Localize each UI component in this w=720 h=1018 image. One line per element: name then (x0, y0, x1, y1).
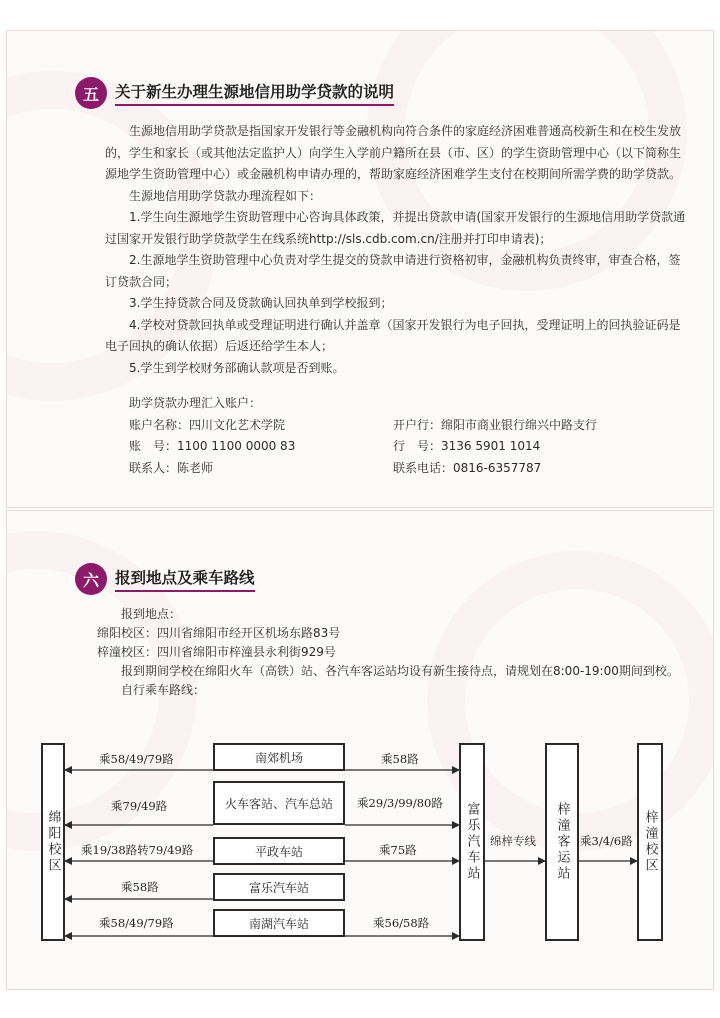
route-label: 乘58/49/79路 (99, 916, 174, 930)
flow-title: 生源地信用助学贷款办理流程如下： (129, 188, 322, 203)
origin-name: 南湖汽车站 (248, 916, 309, 931)
route-label: 乘75路 (379, 843, 417, 857)
link-label-bus: 乘3/4/6路 (580, 834, 633, 848)
route-title: 自行乘车路线： (121, 683, 206, 697)
section-5-heading (75, 75, 394, 111)
section-5-badge: 五 (75, 77, 107, 109)
zitong-campus-address: 梓潼校区：四川省绵阳市梓潼县永利街929号 (97, 645, 336, 659)
origin-name: 富乐汽车站 (248, 880, 309, 895)
loan-intro: 生源地信用助学贷款是指国家开发银行等金融机构向符合条件的家庭经济困难普通高校新生和在校生发放的，学生和家长（或其他法定监护人）向学生入学前户籍所在县（市、区）的学生资助管理中心（以下简称生源地学生资助管理中心）或金融机构申请办理的，帮助家庭经济困难学生支付在校期间所需学费的助学贷款。 (105, 124, 682, 181)
flow-step: 3.学生持贷款合同及贷款确认回执单到学校报到； (129, 296, 393, 310)
zitong-station-box (545, 743, 579, 941)
account-info (105, 393, 687, 479)
arrival-location-label: 报到地点： (121, 607, 182, 621)
fule-station-box (459, 743, 485, 941)
origin-box (213, 909, 345, 937)
flow-step: 1.学生向生源地学生资助管理中心咨询具体政策，并提出贷款申请(国家开发银行的生源地信用助学贷款通过国家开发银行助学贷款学生在线系统http://sls.cdb.com.cn/注册并打印申请表)； (105, 210, 686, 246)
flow-step: 4.学校对贷款回执单或受理证明进行确认并盖章（国家开发银行为电子回执，受理证明上的回执验证码是电子回执的确认依据）后返还给学生本人； (105, 317, 681, 353)
account-phone: 联系电话：0816-6357787 (393, 460, 542, 475)
mianyang-campus-box (41, 743, 65, 941)
mianyang-campus-label: 绵阳校区 (45, 810, 61, 874)
account-bank: 开户行：绵阳市商业银行绵兴中路支行 (393, 417, 598, 432)
origin-name: 火车客站、汽车总站 (224, 796, 333, 811)
section-6-title: 报到地点及乘车路线 (115, 566, 255, 592)
origin-name: 南郊机场 (254, 750, 303, 765)
account-number: 账 号：1100 1100 0000 83 (129, 439, 296, 453)
account-bank-no: 行 号：3136 5901 1014 (393, 439, 541, 453)
loan-section-panel (6, 30, 714, 508)
route-label: 乘19/38路转79/49路 (81, 843, 194, 857)
route-label: 乘56/58路 (373, 916, 430, 930)
section-5-title: 关于新生办理生源地信用助学贷款的说明 (115, 80, 394, 106)
flow-step: 2.生源地学生资助管理中心负责对学生提交的贷款申请进行资格初审，金融机构负责终审，审查合格，签订贷款合同； (105, 253, 681, 289)
zitong-campus-box (637, 743, 663, 941)
route-label: 乘58/49/79路 (99, 752, 174, 766)
section-6-badge: 六 (75, 563, 107, 595)
account-name: 账户名称：四川文化艺术学院 (129, 417, 286, 432)
arrival-note: 报到期间学校在绵阳火车（高铁）站、各汽车客运站均设有新生接待点，请规划在8:00-19:00期间到校。 (121, 664, 679, 678)
origin-box (213, 743, 345, 771)
link-label-express: 绵梓专线 (490, 834, 536, 848)
route-label: 乘58路 (381, 752, 419, 766)
zitong-campus-label: 梓潼校区 (642, 810, 658, 874)
fule-station-label: 富乐汽车站 (464, 802, 480, 882)
origin-box (213, 781, 345, 825)
route-label: 乘58路 (121, 880, 159, 894)
route-label: 乘79/49路 (111, 799, 168, 813)
mianyang-campus-address: 绵阳校区：四川省绵阳市经开区机场东路83号 (97, 626, 341, 640)
origin-box (213, 873, 345, 901)
flow-step: 5.学生到学校财务部确认款项是否到账。 (129, 360, 345, 375)
origin-box (213, 837, 345, 865)
zitong-station-label: 梓潼客运站 (554, 802, 570, 882)
loan-description (105, 121, 687, 379)
account-title: 助学贷款办理汇入账户： (129, 396, 262, 410)
origin-name: 平政车站 (254, 844, 303, 859)
route-label: 乘29/3/99/80路 (357, 796, 443, 810)
arrival-section-panel (6, 510, 714, 990)
account-contact: 联系人：陈老师 (129, 460, 214, 475)
